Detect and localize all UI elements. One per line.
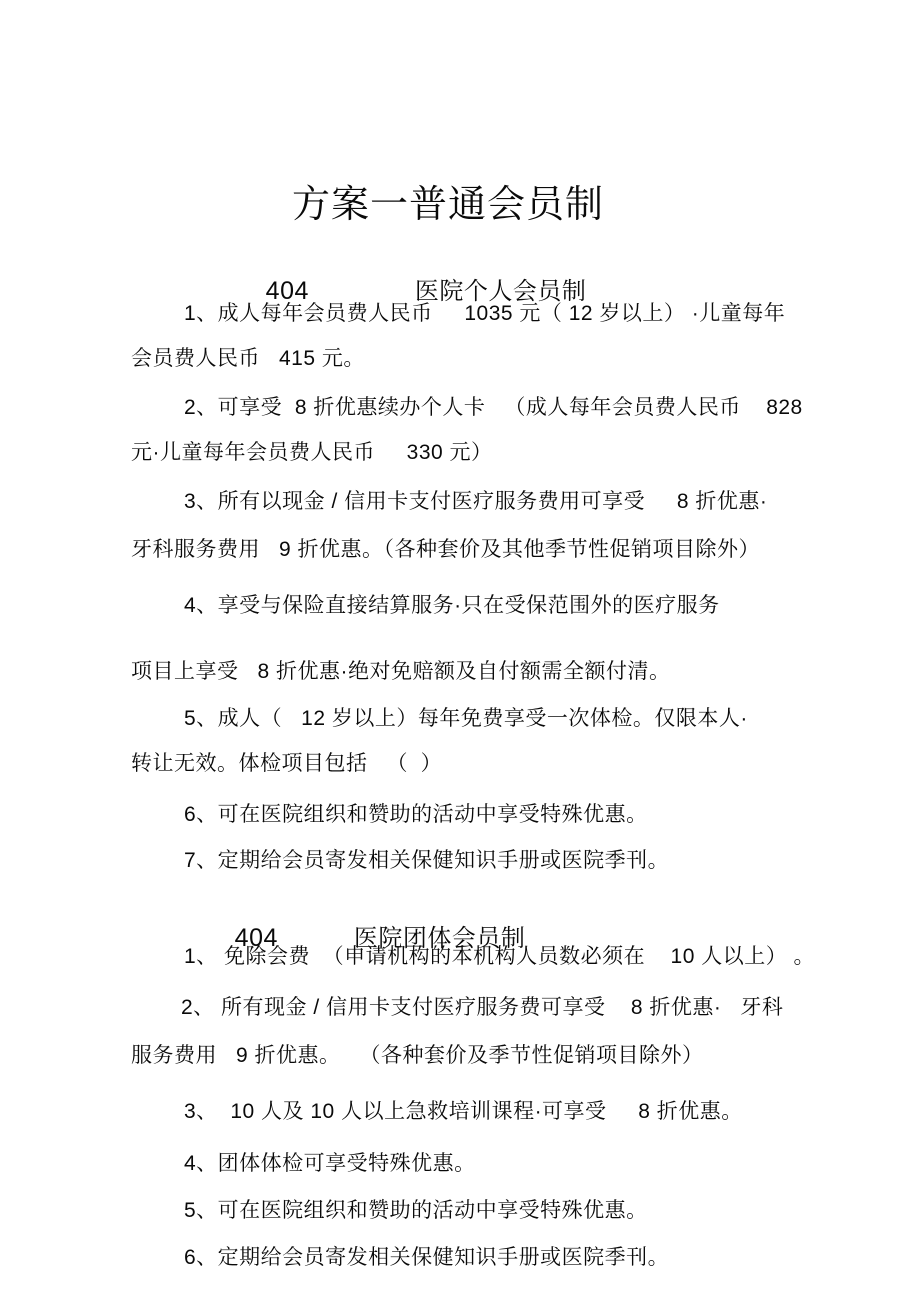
doc-line: 项目上享受 8 折优惠·绝对免赔额及自付额需全额付清。 xyxy=(131,660,671,683)
doc-line: 7、定期给会员寄发相关保健知识手册或医院季刊。 xyxy=(184,849,670,872)
doc-line: 2、可享受 8 折优惠续办个人卡 （成人每年会员费人民币 828 xyxy=(184,396,803,419)
doc-line: 3、 10 人及 10 人以上急救培训课程·可享受 8 折优惠。 xyxy=(184,1100,743,1123)
doc-line: 4、享受与保险直接结算服务·只在受保范围外的医疗服务 xyxy=(184,594,720,617)
doc-title: 方案一普通会员制 xyxy=(292,184,605,226)
doc-line: 转让无效。体检项目包括 （ ） xyxy=(131,752,443,775)
doc-line: 牙科服务费用 9 折优惠。（各种套价及其他季节性促销项目除外） xyxy=(131,538,761,561)
doc-line: 1、成人每年会员费人民币 1035 元（ 12 岁以上） ·儿童每年 xyxy=(184,302,786,325)
section-heading-text: 医院团体会员制 xyxy=(353,925,526,952)
doc-line: 会员费人民币 415 元。 xyxy=(131,347,365,370)
section-heading-text: 医院个人会员制 xyxy=(414,278,587,305)
doc-line: 服务费用 9 折优惠。 （各种套价及季节性促销项目除外） xyxy=(131,1044,704,1067)
doc-line: 4、团体体检可享受特殊优惠。 xyxy=(184,1152,476,1175)
section-code: 404 xyxy=(234,924,278,952)
doc-line: 3、所有以现金 / 信用卡支付医疗服务费用可享受 8 折优惠· xyxy=(184,490,768,513)
doc-line: 1、 免除会费 （申请机构的本机构人员数必须在 10 人以上） 。 xyxy=(184,945,816,968)
section-code: 404 xyxy=(265,277,309,305)
doc-line: 5、成人（ 12 岁以上）每年免费享受一次体检。仅限本人· xyxy=(184,707,748,730)
doc-line: 6、可在医院组织和赞助的活动中享受特殊优惠。 xyxy=(184,803,648,826)
doc-line: 5、可在医院组织和赞助的活动中享受特殊优惠。 xyxy=(184,1199,648,1222)
doc-line: 元·儿童每年会员费人民币 330 元） xyxy=(131,441,493,464)
doc-line: 2、 所有现金 / 信用卡支付医疗服务费可享受 8 折优惠· 牙科 xyxy=(181,996,784,1019)
doc-line: 6、定期给会员寄发相关保健知识手册或医院季刊。 xyxy=(184,1246,670,1269)
